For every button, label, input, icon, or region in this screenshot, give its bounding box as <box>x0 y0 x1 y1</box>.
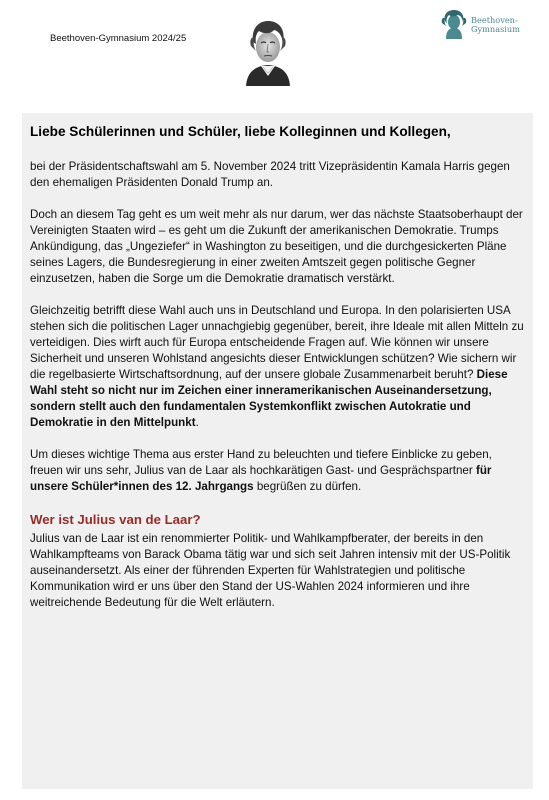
letter-body <box>22 113 533 789</box>
beethoven-portrait <box>241 16 295 86</box>
paragraph-guest-text: Um dieses wichtige Thema aus erster Hand zu beleuchten und tiefere Einblicke zu geben, freuen wir uns sehr, Julius van de Laar als hochkarätigen Gast- und Gesprächspartner <box>30 448 492 477</box>
paragraph-guest-emphasis: für unsere Schüler*innen des 12. Jahrgangs <box>30 464 492 493</box>
paragraph-europe-emphasis: Diese Wahl steht so nicht nur im Zeichen einer inneramerikanischen Auseinandersetzung, sondern stellt auch den fundamentalen Systemkonflikt zwischen Autokratie und Demokratie in den Mittelpunkt <box>30 368 508 429</box>
section-heading-who: Wer ist Julius van de Laar? <box>30 512 201 527</box>
paragraph-europe <box>30 303 525 431</box>
school-logo <box>440 8 532 42</box>
paragraph-bio: Julius van de Laar ist ein renommierter Politik- und Wahlkampfberater, der bereits in den Wahlkampfteams von Barack Obama tätig war und sich seit Jahren intensiv mit der US-Politik auseinandersetzt. Als einer der führenden Experten für Wahlstrategien und politische Kommunikation wird er uns über den Stand der US-Wahlen 2024 informieren und ihre weitreichende Bedeutung für die Welt erläutern. <box>30 532 511 609</box>
paragraph-democracy: Doch an diesem Tag geht es um weit mehr als nur darum, wer das nächste Staatsoberhaupt der Vereinigten Staaten wird – es geht um die Zukunft der amerikanischen Demokratie. Trumps Ankündigung, das „Ungeziefer“ in Washington zu beseitigen, und die durchgesickerten Pläne seines Lagers, die Bundesregierung in einer zweiten Amtszeit gegen politische Gegner einzusetzen, haben die Sorge um die Demokratie dramatisch verstärkt. <box>30 208 523 285</box>
paragraph-intro: bei der Präsidentschaftswahl am 5. November 2024 tritt Vizepräsidentin Kamala Harris gegen den ehemaligen Präsidenten Donald Trump an. <box>30 160 510 189</box>
paragraph-guest-end: begrüßen zu dürfen. <box>253 480 362 493</box>
paragraph-europe-end: . <box>195 416 199 429</box>
logo-text-line1: Beethoven- <box>471 14 518 25</box>
paragraph-guest <box>30 447 525 495</box>
logo-text-line2: Gymnasium <box>471 24 520 34</box>
paragraph-europe-text: Gleichzeitig betrifft diese Wahl auch uns in Deutschland und Europa. In den polarisierten USA stehen sich die politischen Lager unnachgiebig gegenüber, bereit, ihre Ideale mit allen Mitteln zu verteidigen. Dies wirft auch für Europa entscheidende Fragen auf. Wie können wir unsere Sicherheit und unseren Wohlstand angesichts dieser Entwicklungen schützen? Wie sichern wir die regelbasierte Wirtschaftsordnung, auf der unsere globale Zusammenarbeit beruht? <box>30 304 524 381</box>
beethoven-logo-icon <box>440 9 468 41</box>
letter-greeting: Liebe Schülerinnen und Schüler, liebe Kolleginnen und Kollegen, <box>30 124 451 139</box>
school-year-header: Beethoven-Gymnasium 2024/25 <box>50 33 187 44</box>
